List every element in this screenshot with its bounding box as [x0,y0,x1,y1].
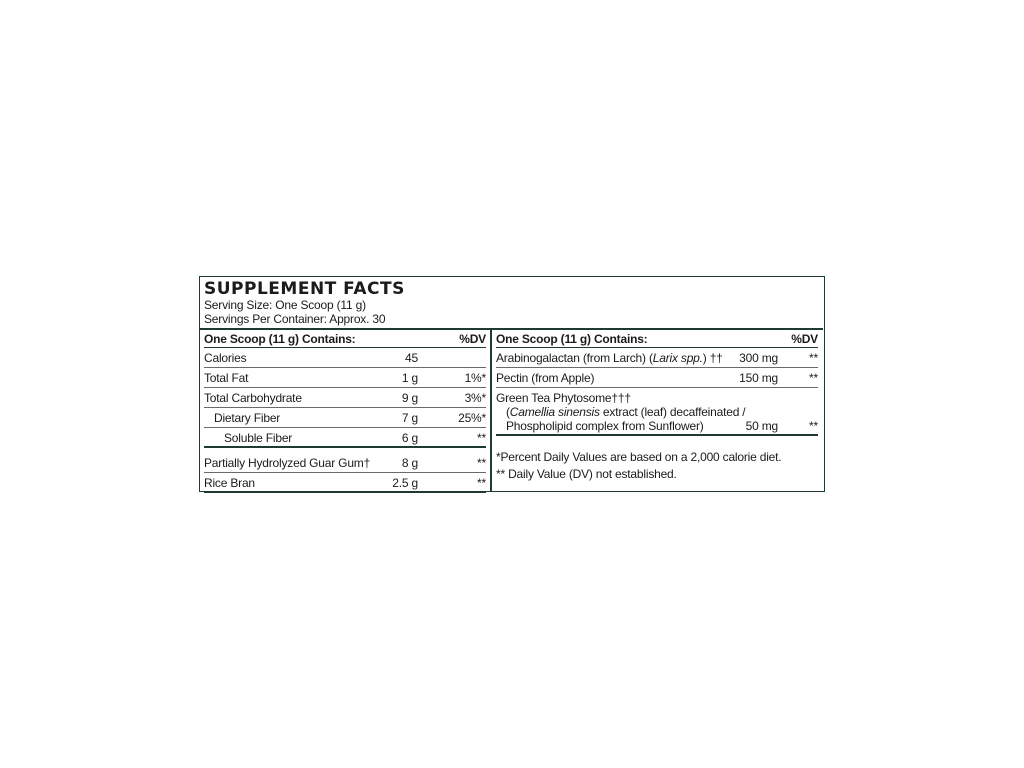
left-header-row [204,329,486,348]
table-row [204,473,486,493]
row-name: Total Fat [204,371,249,385]
table-row [204,368,486,388]
footnote: *Percent Daily Values are based on a 2,000 calorie diet. [496,450,782,464]
footnote: ** Daily Value (DV) not established. [496,467,677,481]
servings-per-container: Servings Per Container: Approx. 30 [204,312,386,326]
table-row [496,348,818,368]
row-name-italic: Larix spp. [652,351,703,365]
row-name: Soluble Fiber [224,431,293,445]
left-column [204,329,486,493]
row-amount: 7 g [401,411,418,425]
row-dv: ** [477,476,486,490]
row-subtext-part: ( [506,405,510,419]
right-header-dv: %DV [791,332,818,346]
table-row [204,453,486,473]
row-amount: 8 g [401,456,418,470]
serving-size: Serving Size: One Scoop (11 g) [204,298,366,312]
row-name [496,351,723,365]
row-dv: ** [809,351,818,365]
table-row [204,348,486,368]
right-header-row [496,329,818,348]
row-subtext-italic: Camellia sinensis [509,405,600,419]
table-row [204,408,486,428]
row-name: Rice Bran [204,476,255,490]
supplement-facts-panel [199,276,825,492]
left-header-dv: %DV [459,332,486,346]
row-amount: 150 mg [739,371,778,385]
row-dv: ** [477,456,486,470]
row-amount: 9 g [401,391,418,405]
row-amount: 1 g [401,371,418,385]
table-row [204,428,486,448]
table-row [496,388,818,436]
table-row [496,368,818,388]
row-name-part: ) †† [702,351,723,365]
row-dv: ** [809,371,818,385]
row-dv: ** [809,419,818,433]
row-name: Total Carbohydrate [204,391,302,405]
row-subtext-part: extract (leaf) decaffeinated / [599,405,746,419]
row-dv: ** [477,431,486,445]
row-amount: 50 mg [745,419,778,433]
row-amount: 2.5 g [392,476,418,490]
row-name: Pectin (from Apple) [496,371,595,385]
row-name: Dietary Fiber [214,411,281,425]
table-row [204,388,486,408]
right-column [496,329,818,481]
row-name: Partially Hydrolyzed Guar Gum† [204,456,371,470]
row-dv: 25%* [458,411,486,425]
panel-title: SUPPLEMENT FACTS [204,279,405,299]
row-amount: 300 mg [739,351,778,365]
row-name: Green Tea Phytosome††† [496,391,631,405]
row-dv: 1%* [464,371,486,385]
column-divider [490,328,492,491]
right-header-name: One Scoop (11 g) Contains: [496,332,648,346]
row-subtext: Phospholipid complex from Sunflower) [506,419,704,433]
row-name-part: Arabinogalactan (from Larch) ( [496,351,653,365]
row-dv: 3%* [464,391,486,405]
row-name: Calories [204,351,247,365]
row-subtext [506,405,745,419]
row-amount: 6 g [401,431,418,445]
left-header-name: One Scoop (11 g) Contains: [204,332,356,346]
row-amount: 45 [405,351,418,365]
